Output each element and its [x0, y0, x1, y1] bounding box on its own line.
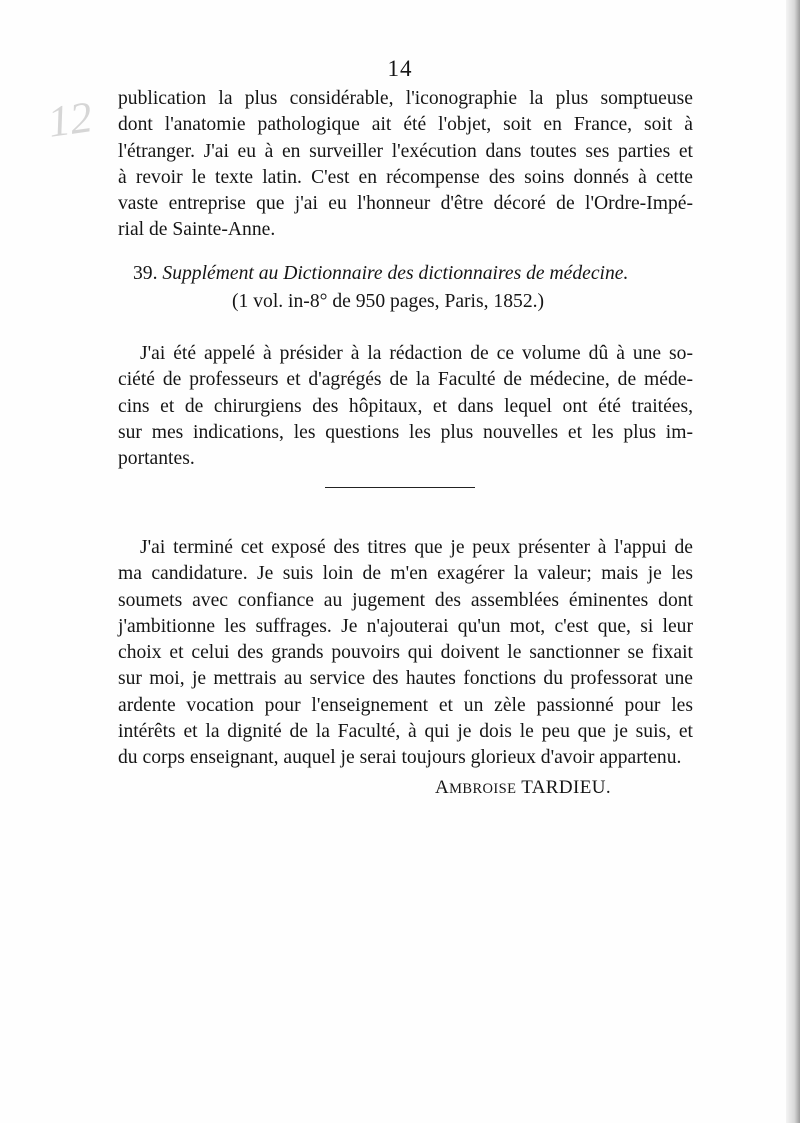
- text-line: portantes.: [118, 448, 195, 470]
- text-line: sur mes indications, les questions les plus nouvelles et les plus im-: [118, 421, 693, 443]
- text-line: vaste entreprise que j'ai eu l'honneur d'être décoré de l'Ordre-Impé-: [118, 193, 693, 215]
- text-line: l'étranger. J'ai eu à en surveiller l'exécution dans toutes ses parties et: [118, 140, 693, 162]
- entry-number: 39.: [133, 263, 158, 284]
- page-edge-shadow: [786, 0, 800, 1123]
- author-signature: [435, 777, 611, 799]
- text-line: J'ai terminé cet exposé des titres que je peux présenter à l'appui de: [140, 537, 693, 558]
- signature-surname: TARDIEU.: [521, 777, 612, 798]
- text-line: soumets avec confiance au jugement des assemblées éminentes dont: [118, 589, 693, 611]
- text-line: J'ai été appelé à présider à la rédaction de ce volume dû à une so-: [140, 343, 693, 364]
- margin-annotation: 12: [44, 92, 96, 147]
- text-line: choix et celui des grands pouvoirs qui doivent le sanctionner se fixait: [118, 642, 693, 664]
- entry-39-heading: [118, 260, 693, 316]
- text-line: dont l'anatomie pathologique ait été l'objet, soit en France, soit à: [118, 114, 693, 136]
- text-line: cins et de chirurgiens des hôpitaux, et dans lequel ont été traitées,: [118, 395, 693, 417]
- entry-title: Supplément au Dictionnaire des dictionnaires de médecine.: [162, 263, 629, 284]
- page-number: 14: [387, 56, 413, 81]
- text-line: ardente vocation pour l'enseignement et un zèle passionné pour les: [118, 694, 693, 716]
- text-line: ma candidature. Je suis loin de m'en exagérer la valeur; mais je les: [118, 563, 693, 585]
- signature-initial: A: [435, 777, 450, 798]
- section-divider: [325, 487, 475, 488]
- text-line: sur moi, je mettrais au service des hautes fonctions du professorat une: [118, 668, 693, 690]
- text-line: rial de Sainte-Anne.: [118, 219, 276, 241]
- text-line: du corps enseignant, auquel je serai toujours glorieux d'avoir appartenu.: [118, 747, 682, 769]
- entry-39-paragraph: [118, 341, 693, 472]
- signature-first-name: MBROISE: [449, 781, 517, 797]
- text-line: publication la plus considérable, l'iconographie la plus somptueuse: [118, 88, 693, 109]
- entry-39-details: (1 vol. in-8° de 950 pages, Paris, 1852.): [232, 291, 545, 312]
- intro-paragraph: [118, 86, 693, 244]
- text-line: intérêts et la dignité de la Faculté, à qui je dois le peu que je suis, et: [118, 721, 693, 743]
- text-line: à revoir le texte latin. C'est en récompense des soins donnés à cette: [118, 166, 693, 188]
- closing-paragraph: [118, 535, 693, 772]
- text-line: j'ambitionne les suffrages. Je n'ajouterai qu'un mot, c'est que, si leur: [118, 615, 693, 637]
- text-line: ciété de professeurs et d'agrégés de la Faculté de médecine, de méde-: [118, 369, 693, 391]
- entry-39-title-line: [118, 260, 693, 288]
